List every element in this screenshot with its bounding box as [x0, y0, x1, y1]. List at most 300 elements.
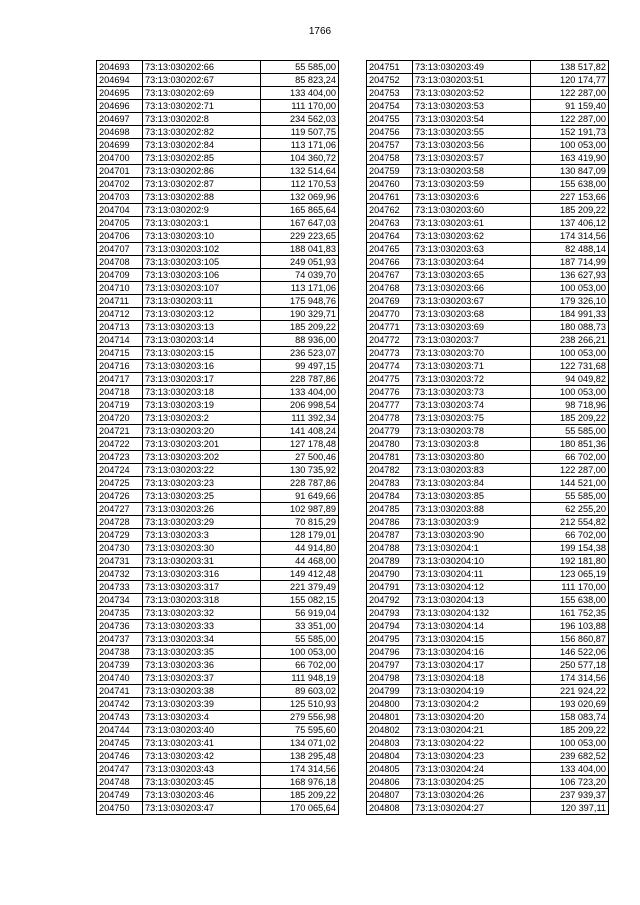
row-number-cell: 204803: [367, 737, 413, 750]
row-number-cell: 204695: [97, 87, 143, 100]
row-number-cell: 204765: [367, 243, 413, 256]
value-cell: 70 815,29: [261, 516, 339, 529]
row-number-cell: 204726: [97, 490, 143, 503]
row-number-cell: 204716: [97, 360, 143, 373]
cadastral-number-cell: 73:13:030203:318: [143, 594, 261, 607]
value-cell: 130 735,92: [261, 464, 339, 477]
row-number-cell: 204739: [97, 659, 143, 672]
value-cell: 229 223,65: [261, 230, 339, 243]
cadastral-number-cell: 73:13:030203:56: [413, 139, 531, 152]
row-number-cell: 204731: [97, 555, 143, 568]
row-number-cell: 204794: [367, 620, 413, 633]
value-cell: 88 936,00: [261, 334, 339, 347]
table-row: [97, 620, 339, 633]
value-cell: 113 171,06: [261, 282, 339, 295]
value-cell: 175 948,76: [261, 295, 339, 308]
row-number-cell: 204708: [97, 256, 143, 269]
row-number-cell: 204804: [367, 750, 413, 763]
row-number-cell: 204795: [367, 633, 413, 646]
value-cell: 113 171,06: [261, 139, 339, 152]
cadastral-number-cell: 73:13:030203:72: [413, 373, 531, 386]
cadastral-number-cell: 73:13:030203:78: [413, 425, 531, 438]
table-row: [97, 542, 339, 555]
row-number-cell: 204718: [97, 386, 143, 399]
table-row: [97, 451, 339, 464]
cadastral-number-cell: 73:13:030203:2: [143, 412, 261, 425]
cadastral-number-cell: 73:13:030203:70: [413, 347, 531, 360]
table-row: [97, 438, 339, 451]
cadastral-number-cell: 73:13:030203:14: [143, 334, 261, 347]
table-row: [367, 581, 609, 594]
cadastral-number-cell: 73:13:030203:42: [143, 750, 261, 763]
cadastral-number-cell: 73:13:030204:27: [413, 802, 531, 815]
value-cell: 206 998,54: [261, 399, 339, 412]
table-row: [367, 308, 609, 321]
value-cell: 137 406,12: [531, 217, 609, 230]
row-number-cell: 204788: [367, 542, 413, 555]
value-cell: 128 179,01: [261, 529, 339, 542]
cadastral-number-cell: 73:13:030203:57: [413, 152, 531, 165]
value-cell: 238 266,21: [531, 334, 609, 347]
value-cell: 163 419,90: [531, 152, 609, 165]
row-number-cell: 204807: [367, 789, 413, 802]
value-cell: 125 510,93: [261, 698, 339, 711]
table-row: [367, 607, 609, 620]
row-number-cell: 204730: [97, 542, 143, 555]
cadastral-number-cell: 73:13:030204:21: [413, 724, 531, 737]
row-number-cell: 204786: [367, 516, 413, 529]
cadastral-number-cell: 73:13:030203:15: [143, 347, 261, 360]
value-cell: 155 082,15: [261, 594, 339, 607]
value-cell: 132 069,96: [261, 191, 339, 204]
value-cell: 55 585,00: [261, 633, 339, 646]
cadastral-table-left: [96, 60, 339, 815]
value-cell: 158 083,74: [531, 711, 609, 724]
cadastral-number-cell: 73:13:030203:66: [413, 282, 531, 295]
value-cell: 55 585,00: [531, 490, 609, 503]
cadastral-number-cell: 73:13:030202:87: [143, 178, 261, 191]
row-number-cell: 204785: [367, 503, 413, 516]
cadastral-number-cell: 73:13:030202:8: [143, 113, 261, 126]
table-row: [367, 555, 609, 568]
row-number-cell: 204733: [97, 581, 143, 594]
row-number-cell: 204717: [97, 373, 143, 386]
cadastral-number-cell: 73:13:030203:32: [143, 607, 261, 620]
value-cell: 44 914,80: [261, 542, 339, 555]
cadastral-number-cell: 73:13:030203:7: [413, 334, 531, 347]
value-cell: 236 523,07: [261, 347, 339, 360]
cadastral-number-cell: 73:13:030203:30: [143, 542, 261, 555]
cadastral-number-cell: 73:13:030203:67: [413, 295, 531, 308]
table-row: [367, 516, 609, 529]
table-row: [367, 568, 609, 581]
row-number-cell: 204721: [97, 425, 143, 438]
table-row: [97, 711, 339, 724]
cadastral-number-cell: 73:13:030203:102: [143, 243, 261, 256]
row-number-cell: 204776: [367, 386, 413, 399]
cadastral-number-cell: 73:13:030203:8: [413, 438, 531, 451]
table-row: [367, 139, 609, 152]
cadastral-number-cell: 73:13:030203:36: [143, 659, 261, 672]
row-number-cell: 204749: [97, 789, 143, 802]
table-row: [367, 477, 609, 490]
value-cell: 94 049,82: [531, 373, 609, 386]
row-number-cell: 204702: [97, 178, 143, 191]
row-number-cell: 204806: [367, 776, 413, 789]
row-number-cell: 204753: [367, 87, 413, 100]
row-number-cell: 204766: [367, 256, 413, 269]
row-number-cell: 204801: [367, 711, 413, 724]
row-number-cell: 204728: [97, 516, 143, 529]
table-row: [367, 360, 609, 373]
cadastral-number-cell: 73:13:030203:65: [413, 269, 531, 282]
row-number-cell: 204738: [97, 646, 143, 659]
value-cell: 82 488,14: [531, 243, 609, 256]
row-number-cell: 204703: [97, 191, 143, 204]
cadastral-number-cell: 73:13:030203:1: [143, 217, 261, 230]
table-row: [367, 87, 609, 100]
table-row: [97, 399, 339, 412]
table-row: [97, 594, 339, 607]
row-number-cell: 204768: [367, 282, 413, 295]
value-cell: 122 287,00: [531, 87, 609, 100]
table-row: [97, 74, 339, 87]
row-number-cell: 204800: [367, 698, 413, 711]
table-row: [367, 217, 609, 230]
table-row: [367, 412, 609, 425]
table-row: [97, 360, 339, 373]
cadastral-number-cell: 73:13:030203:75: [413, 412, 531, 425]
table-row: [367, 100, 609, 113]
row-number-cell: 204752: [367, 74, 413, 87]
value-cell: 228 787,86: [261, 373, 339, 386]
value-cell: 156 860,87: [531, 633, 609, 646]
row-number-cell: 204769: [367, 295, 413, 308]
value-cell: 111 948,19: [261, 672, 339, 685]
table-row: [367, 737, 609, 750]
table-row: [367, 373, 609, 386]
cadastral-number-cell: 73:13:030203:4: [143, 711, 261, 724]
table-row: [367, 789, 609, 802]
table-row: [97, 737, 339, 750]
cadastral-number-cell: 73:13:030204:20: [413, 711, 531, 724]
table-row: [367, 126, 609, 139]
table-row: [367, 672, 609, 685]
row-number-cell: 204715: [97, 347, 143, 360]
table-row: [97, 724, 339, 737]
row-number-cell: 204742: [97, 698, 143, 711]
row-number-cell: 204799: [367, 685, 413, 698]
row-number-cell: 204710: [97, 282, 143, 295]
table-row: [367, 282, 609, 295]
value-cell: 66 702,00: [261, 659, 339, 672]
row-number-cell: 204780: [367, 438, 413, 451]
cadastral-number-cell: 73:13:030203:47: [143, 802, 261, 815]
table-row: [367, 347, 609, 360]
table-row: [367, 529, 609, 542]
table-row: [97, 763, 339, 776]
row-number-cell: 204727: [97, 503, 143, 516]
value-cell: 119 507,75: [261, 126, 339, 139]
value-cell: 120 174,77: [531, 74, 609, 87]
cadastral-number-cell: 73:13:030203:88: [413, 503, 531, 516]
table-row: [97, 334, 339, 347]
value-cell: 185 209,22: [261, 789, 339, 802]
table-row: [367, 542, 609, 555]
cadastral-number-cell: 73:13:030203:20: [143, 425, 261, 438]
cadastral-number-cell: 73:13:030204:132: [413, 607, 531, 620]
value-cell: 138 295,48: [261, 750, 339, 763]
row-number-cell: 204762: [367, 204, 413, 217]
value-cell: 123 065,19: [531, 568, 609, 581]
row-number-cell: 204734: [97, 594, 143, 607]
row-number-cell: 204735: [97, 607, 143, 620]
value-cell: 66 702,00: [531, 529, 609, 542]
value-cell: 127 178,48: [261, 438, 339, 451]
table-row: [367, 334, 609, 347]
row-number-cell: 204756: [367, 126, 413, 139]
value-cell: 221 379,49: [261, 581, 339, 594]
cadastral-number-cell: 73:13:030203:13: [143, 321, 261, 334]
value-cell: 122 287,00: [531, 113, 609, 126]
cadastral-number-cell: 73:13:030203:33: [143, 620, 261, 633]
cadastral-table-right: [366, 60, 609, 815]
row-number-cell: 204767: [367, 269, 413, 282]
table-row: [367, 321, 609, 334]
table-row: [367, 594, 609, 607]
value-cell: 185 209,22: [531, 412, 609, 425]
table-row: [97, 282, 339, 295]
row-number-cell: 204707: [97, 243, 143, 256]
cadastral-number-cell: 73:13:030203:62: [413, 230, 531, 243]
table-row: [97, 789, 339, 802]
cadastral-number-cell: 73:13:030204:25: [413, 776, 531, 789]
cadastral-number-cell: 73:13:030203:54: [413, 113, 531, 126]
cadastral-number-cell: 73:13:030203:46: [143, 789, 261, 802]
table-row: [367, 750, 609, 763]
cadastral-number-cell: 73:13:030203:38: [143, 685, 261, 698]
value-cell: 100 053,00: [531, 139, 609, 152]
value-cell: 228 787,86: [261, 477, 339, 490]
row-number-cell: 204722: [97, 438, 143, 451]
table-row: [97, 750, 339, 763]
table-row: [367, 620, 609, 633]
value-cell: 74 039,70: [261, 269, 339, 282]
value-cell: 111 170,00: [261, 100, 339, 113]
value-cell: 239 682,52: [531, 750, 609, 763]
value-cell: 75 595,60: [261, 724, 339, 737]
value-cell: 212 554,82: [531, 516, 609, 529]
row-number-cell: 204797: [367, 659, 413, 672]
cadastral-number-cell: 73:13:030203:41: [143, 737, 261, 750]
value-cell: 100 053,00: [531, 347, 609, 360]
value-cell: 193 020,69: [531, 698, 609, 711]
cadastral-number-cell: 73:13:030203:60: [413, 204, 531, 217]
value-cell: 98 718,96: [531, 399, 609, 412]
value-cell: 155 638,00: [531, 178, 609, 191]
cadastral-number-cell: 73:13:030204:12: [413, 581, 531, 594]
cadastral-number-cell: 73:13:030203:26: [143, 503, 261, 516]
value-cell: 130 847,09: [531, 165, 609, 178]
value-cell: 100 053,00: [261, 646, 339, 659]
cadastral-number-cell: 73:13:030203:107: [143, 282, 261, 295]
cadastral-number-cell: 73:13:030203:3: [143, 529, 261, 542]
value-cell: 188 041,83: [261, 243, 339, 256]
cadastral-number-cell: 73:13:030202:9: [143, 204, 261, 217]
row-number-cell: 204743: [97, 711, 143, 724]
table-row: [367, 438, 609, 451]
cadastral-number-cell: 73:13:030203:6: [413, 191, 531, 204]
table-row: [367, 74, 609, 87]
cadastral-number-cell: 73:13:030203:18: [143, 386, 261, 399]
table-row: [97, 152, 339, 165]
table-row: [367, 295, 609, 308]
value-cell: 104 360,72: [261, 152, 339, 165]
table-row: [367, 152, 609, 165]
table-row: [97, 256, 339, 269]
cadastral-number-cell: 73:13:030204:17: [413, 659, 531, 672]
cadastral-number-cell: 73:13:030204:26: [413, 789, 531, 802]
value-cell: 279 556,98: [261, 711, 339, 724]
row-number-cell: 204693: [97, 61, 143, 74]
value-cell: 122 287,00: [531, 464, 609, 477]
table-row: [97, 243, 339, 256]
page-number: 1766: [308, 26, 332, 37]
table-row: [97, 581, 339, 594]
value-cell: 185 209,22: [531, 724, 609, 737]
value-cell: 120 397,11: [531, 802, 609, 815]
row-number-cell: 204729: [97, 529, 143, 542]
row-number-cell: 204773: [367, 347, 413, 360]
row-number-cell: 204712: [97, 308, 143, 321]
cadastral-number-cell: 73:13:030203:80: [413, 451, 531, 464]
row-number-cell: 204796: [367, 646, 413, 659]
value-cell: 184 991,33: [531, 308, 609, 321]
table-row: [97, 113, 339, 126]
table-row: [97, 685, 339, 698]
table-row: [97, 802, 339, 815]
row-number-cell: 204758: [367, 152, 413, 165]
table-row: [97, 464, 339, 477]
value-cell: 227 153,66: [531, 191, 609, 204]
row-number-cell: 204706: [97, 230, 143, 243]
cadastral-number-cell: 73:13:030203:85: [413, 490, 531, 503]
table-row: [367, 776, 609, 789]
value-cell: 85 823,24: [261, 74, 339, 87]
table-row: [367, 451, 609, 464]
row-number-cell: 204787: [367, 529, 413, 542]
table-row: [367, 243, 609, 256]
cadastral-number-cell: 73:13:030203:90: [413, 529, 531, 542]
table-row: [97, 477, 339, 490]
row-number-cell: 204781: [367, 451, 413, 464]
cadastral-number-cell: 73:13:030202:69: [143, 87, 261, 100]
cadastral-number-cell: 73:13:030202:66: [143, 61, 261, 74]
value-cell: 133 404,00: [531, 763, 609, 776]
cadastral-number-cell: 73:13:030203:73: [413, 386, 531, 399]
value-cell: 180 088,73: [531, 321, 609, 334]
table-row: [367, 490, 609, 503]
row-number-cell: 204763: [367, 217, 413, 230]
cadastral-number-cell: 73:13:030203:29: [143, 516, 261, 529]
value-cell: 66 702,00: [531, 451, 609, 464]
value-cell: 174 314,56: [261, 763, 339, 776]
row-number-cell: 204782: [367, 464, 413, 477]
value-cell: 56 919,04: [261, 607, 339, 620]
table-row: [97, 516, 339, 529]
value-cell: 185 209,22: [261, 321, 339, 334]
row-number-cell: 204748: [97, 776, 143, 789]
row-number-cell: 204775: [367, 373, 413, 386]
value-cell: 132 514,64: [261, 165, 339, 178]
cadastral-number-cell: 73:13:030203:52: [413, 87, 531, 100]
table-row: [367, 763, 609, 776]
cadastral-number-cell: 73:13:030203:83: [413, 464, 531, 477]
row-number-cell: 204746: [97, 750, 143, 763]
cadastral-number-cell: 73:13:030203:10: [143, 230, 261, 243]
cadastral-number-cell: 73:13:030203:19: [143, 399, 261, 412]
value-cell: 196 103,88: [531, 620, 609, 633]
table-row: [367, 633, 609, 646]
value-cell: 179 326,10: [531, 295, 609, 308]
table-row: [367, 386, 609, 399]
row-number-cell: 204808: [367, 802, 413, 815]
row-number-cell: 204696: [97, 100, 143, 113]
table-row: [367, 230, 609, 243]
cadastral-number-cell: 73:13:030203:11: [143, 295, 261, 308]
value-cell: 199 154,38: [531, 542, 609, 555]
table-row: [367, 191, 609, 204]
value-cell: 165 865,64: [261, 204, 339, 217]
row-number-cell: 204792: [367, 594, 413, 607]
cadastral-number-cell: 73:13:030204:19: [413, 685, 531, 698]
table-row: [97, 503, 339, 516]
row-number-cell: 204755: [367, 113, 413, 126]
table-row: [367, 256, 609, 269]
table-body-left: [97, 61, 339, 815]
table-row: [97, 698, 339, 711]
table-row: [97, 126, 339, 139]
row-number-cell: 204798: [367, 672, 413, 685]
cadastral-number-cell: 73:13:030203:84: [413, 477, 531, 490]
cadastral-number-cell: 73:13:030202:71: [143, 100, 261, 113]
table-row: [367, 659, 609, 672]
table-row: [97, 425, 339, 438]
table-row: [97, 191, 339, 204]
table-row: [97, 607, 339, 620]
table-row: [367, 698, 609, 711]
row-number-cell: 204791: [367, 581, 413, 594]
cadastral-number-cell: 73:13:030203:74: [413, 399, 531, 412]
cadastral-number-cell: 73:13:030204:1: [413, 542, 531, 555]
table-row: [367, 503, 609, 516]
value-cell: 106 723,20: [531, 776, 609, 789]
cadastral-number-cell: 73:13:030203:71: [413, 360, 531, 373]
cadastral-number-cell: 73:13:030204:14: [413, 620, 531, 633]
table-row: [97, 373, 339, 386]
row-number-cell: 204757: [367, 139, 413, 152]
value-cell: 100 053,00: [531, 737, 609, 750]
row-number-cell: 204704: [97, 204, 143, 217]
row-number-cell: 204701: [97, 165, 143, 178]
table-row: [97, 568, 339, 581]
table-row: [97, 295, 339, 308]
cadastral-number-cell: 73:13:030203:45: [143, 776, 261, 789]
value-cell: 192 181,80: [531, 555, 609, 568]
row-number-cell: 204783: [367, 477, 413, 490]
value-cell: 146 522,06: [531, 646, 609, 659]
cadastral-number-cell: 73:13:030203:49: [413, 61, 531, 74]
